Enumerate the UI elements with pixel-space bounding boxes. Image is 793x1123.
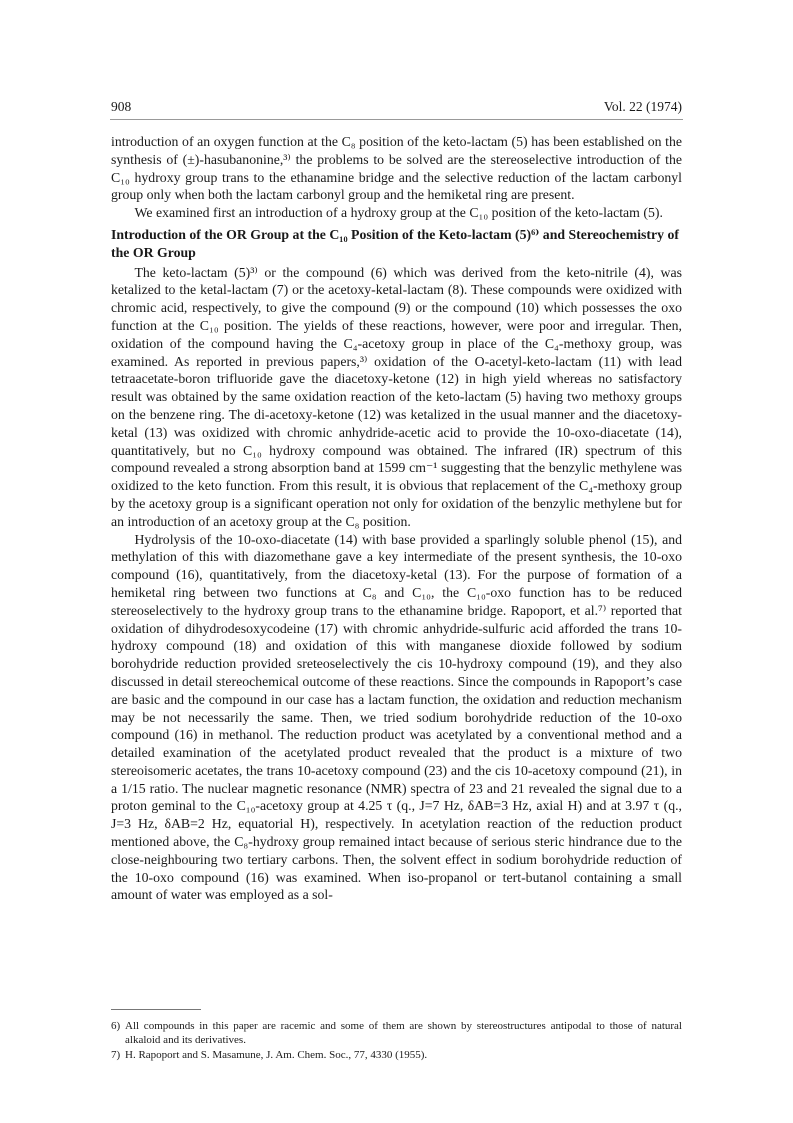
header-rule <box>110 119 683 120</box>
footnote-rule <box>111 1009 201 1010</box>
volume-label: Vol. 22 (1974) <box>603 99 682 114</box>
footnote-number: 7) <box>111 1049 121 1061</box>
footnote-number: 6) <box>111 1020 121 1032</box>
page-number: 908 <box>111 99 132 114</box>
footnote-text: All compounds in this paper are racemic and some of them are shown by stereostructures antipodal to those of natural alkaloid and its derivatives. <box>125 1020 682 1046</box>
footnote-text: H. Rapoport and S. Masamune, J. Am. Chem. Soc., 77, 4330 (1955). <box>125 1049 428 1061</box>
section-heading: Introduction of the OR Group at the C₁₀ Position of the Keto-lactam (5)⁶⁾ and Stereochemistry of the OR Group <box>111 226 679 260</box>
paragraph-ketalization: The keto-lactam (5)³⁾ or the compound (6) which was derived from the keto-nitrile (4), was ketalized to the ketal-lactam (7) or the acetoxy-ketal-lactam (8). These compounds were oxidized with chromic acid, respectively, to give the compound (9) or the compound (10) which possesses the oxo function at the C₁₀ position. The yields of these reactions, however, were poor and irregular. Then, oxidation of the compound having the C₄-acetoxy group in place of the C₄-methoxy group, was examined. As reported in previous papers,³⁾ oxidation of the O-acetyl-keto-lactam (11) with lead tetraacetate-boron trifluoride gave the diacetoxy-ketone (12) in high yield whereas no satisfactory result was obtained by the same oxidation reaction of the keto-lactam (5) having two methoxy groups on the benzene ring. The di-acetoxy-ketone (12) was ketalized in the usual manner and the diacetoxy-ketal (13) was oxidized with chromic anhydride-acetic acid to provide the 10-oxo-diacetate (14), quantitatively, but no C₁₀ hydroxy compound was obtained. The infrared (IR) spectrum of this compound revealed a strong absorption band at 1599 cm⁻¹ suggesting that the benzylic methylene was oxidized to the keto function. From this result, it is obvious that replacement of the C₄-methoxy group by the acetoxy group is a significant operation not only for oxidation of the benzylic methylene but for an introduction of an acetoxy group at the C₈ position. <box>111 264 682 529</box>
paragraph-hydroxy-intro: We examined first an introduction of a hydroxy group at the C₁₀ position of the keto-lactam (5). <box>134 205 663 221</box>
footnotes <box>111 1019 682 1063</box>
footnote-7 <box>111 1048 682 1062</box>
paragraph-hydrolysis: Hydrolysis of the 10-oxo-diacetate (14) with base provided a sparlingly soluble phenol (15), and methylation of this with diazomethane gave a key intermediate of the present synthesis, the 10-oxo compound (16), quantitatively, from the diacetoxy-ketal (13). For the purpose of formation of a hemiketal ring between two functions at C₈ and C₁₀, the C₁₀-oxo function has to be reduced stereoselectively to the hydroxy group trans to the ethanamine bridge. Rapoport, et al.⁷⁾ reported that oxidation of dihydrodesoxycodeine (17) with chromic anhydride-sulfuric acid afforded the trans 10-hydroxy compound (18) and oxidation of this with manganese dioxide followed by sodium borohydride reduction provided sreteoselectively the cis 10-hydroxy compound (19), and they also discussed in detail stereochemical outcome of these reactions. Since the compounds in Rapoport’s case are basic and the compound in our case has a lactam function, the oxidation and reduction mechanism may be not necessarily the same. Then, we tried sodium borohydride reduction of the 10-oxo compound (16) in methanol. The reduction product was acetylated by a conventional method and a detailed examination of the acetylated product revealed that the product is a mixture of two stereoisomeric acetates, the trans 10-acetoxy compound (23) and the cis 10-acetoxy compound (21), in a 1/15 ratio. The nuclear magnetic resonance (NMR) spectra of 23 and 21 revealed the signal due to a proton geminal to the C₁₀-acetoxy group at 4.25 τ (q., J=7 Hz, δAB=3 Hz, axial H) and at 3.97 τ (q., J=3 Hz, δAB=2 Hz, equatorial H), respectively. In acetylation reaction of the reduction product mentioned above, the C₈-hydroxy group remained intact because of serious steric hindrance due to the close-neighbouring two tertiary carbons. Then, the solvent effect in sodium borohydride reduction of the 10-oxo compound (16) was examined. When iso-propanol or tert-butanol containing a small amount of water was employed as a sol- <box>111 531 682 903</box>
article-body <box>111 133 682 904</box>
paragraph-continued: introduction of an oxygen function at the C₈ position of the keto-lactam (5) has been established on the synthesis of (±)-hasubanonine,³⁾ the problems to be solved are the stereoselective introduction of the C₁₀ hydroxy group trans to the ethanamine bridge and the selective reduction of the lactam carbonyl group only when both the lactam carbonyl group and the hemiketal ring are present. <box>111 134 682 203</box>
footnote-6 <box>111 1019 682 1047</box>
